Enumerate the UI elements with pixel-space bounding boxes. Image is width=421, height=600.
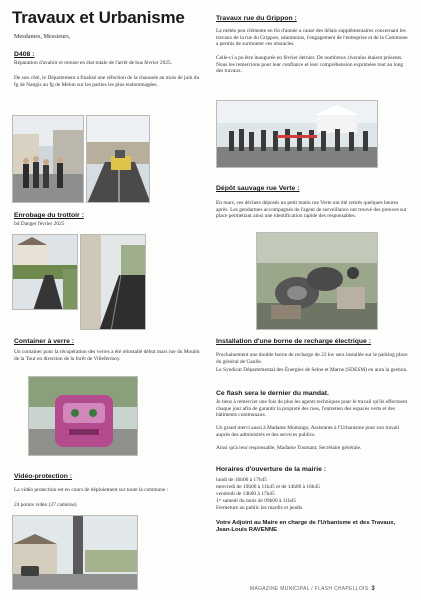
enrobage-photo-1 — [12, 234, 78, 310]
video-photo-street — [12, 515, 138, 590]
borne-text-1: Prochainement une double borne de recharge de 22 kw sera installée sur le parking place du général de Gaulle. — [216, 352, 408, 365]
flash-text-3: Ainsi qu'à leur responsable, Madame Toumant, Secrétaire générale. — [216, 445, 362, 451]
verre-text: Un container pour la récupération des verres a été réinstallé début mars rue du Moulin de la Tour en direction de la forêt de Villefermoy. — [14, 349, 200, 362]
d408-photo-roadworks — [86, 115, 150, 203]
grippon-heading: Travaux rue du Grippon : — [216, 15, 297, 22]
video-text-1: La vidéo protection est en cours de déploiement sur toute la commune : — [14, 487, 169, 493]
flash-heading: Ce flash sera le dernier du mandat. — [216, 390, 329, 397]
video-text-2: 24 points vidéo (37 caméras) — [14, 502, 77, 508]
page-number: 3 — [371, 586, 376, 592]
flash-text-2: Un grand merci aussi à Madame Montaigu, Assistante à l'Urbanisme pour son travail auprès des administrés et des services publics. — [216, 425, 400, 438]
depot-photo-waste — [256, 232, 378, 330]
enrobage-photo-2 — [80, 234, 146, 330]
horaires-line-1: lundi de 16h00 à 17h45 — [216, 477, 267, 483]
d408-heading: D408 : — [14, 51, 35, 58]
enrobage-subtitle: bd Danger février 2025 — [14, 221, 65, 227]
flash-text-1: Je tiens à remercier une fois de plus les agents techniques pour le travail qu'ils effectuent chaque jour afin de garantir la propreté des rues, l'entretien des espaces verts et des bâtiments communaux. — [216, 399, 408, 419]
footer-magazine: MAGAZINE MUNICIPAL — [250, 586, 310, 592]
horaires-line-4: 1ᵉʳ samedi du mois de 09h00 à 11h45 — [216, 498, 297, 504]
page-footer — [250, 586, 375, 592]
verre-photo-container — [28, 376, 138, 456]
salutation: Mesdames, Messieurs, — [14, 33, 71, 40]
borne-text-2: Le Syndicat Départemental des Énergies de Seine et Marne (SDESM) en aura la gestion. — [216, 367, 408, 373]
d408-text-2: De son côté, le Département a finalisé une réfection de la chaussée au mois de juin du fg de Nangis au fg de Melun sur les parties les plus endommagées. — [14, 75, 200, 88]
grippon-text-1: La météo peu clémente en fin d'année a causé des délais supplémentaires concernant les travaux de la rue du Grippon, néanmoins, l'engagement de l'entreprise et de la Commune a permis de surmonter ces obstacles. — [216, 28, 408, 48]
horaires-line-3: vendredi de 14h00 à 17h45 — [216, 491, 275, 497]
footer-flash: FLASH CHAPELLOIS — [314, 586, 369, 592]
horaires-line-5: Fermeture au public les mardis et jeudis — [216, 505, 303, 511]
signature: Votre Adjoint au Maire en charge de l'Urbanisme et des Travaux, Jean-Louis RAVENNE — [216, 520, 396, 533]
d408-photo-street — [12, 115, 84, 203]
video-heading: Vidéo-protection : — [14, 473, 73, 480]
borne-heading: Installation d'une borne de recharge électrique : — [216, 338, 371, 345]
horaires-heading: Horaires d'ouverture de la mairie : — [216, 466, 327, 473]
grippon-photo-inauguration — [216, 100, 378, 168]
depot-heading: Dépôt sauvage rue Verte : — [216, 185, 300, 192]
depot-text: En mars, ces déchets déposés un petit matin rue Verte ont été retirés quelques heures après. Les gendarmes accompagnés de l'agent de surveillance ont trouvé des preuves sur place permettant ainsi une identification rapide des responsables. — [216, 200, 407, 220]
horaires-line-2: mercredi de 10h00 à 11h45 et de 14h00 à 16h45 — [216, 484, 320, 490]
d408-text-1: Réparation d'avaloir et remise en état totale de l'arrêt de bus février 2025. — [14, 60, 173, 66]
grippon-text-2: Celle-ci a pu être inaugurée en février dernier. De nombreux riverains étaient présents. Nous les remercions pour leur confiance et leur compréhension exprimées tout au long des travaux. — [216, 55, 404, 75]
page-title: Travaux et Urbanisme — [12, 8, 185, 27]
verre-heading: Container à verre : — [14, 338, 75, 345]
enrobage-heading: Enrobage du trottoir : — [14, 212, 84, 219]
footer-separator: / — [309, 586, 315, 592]
